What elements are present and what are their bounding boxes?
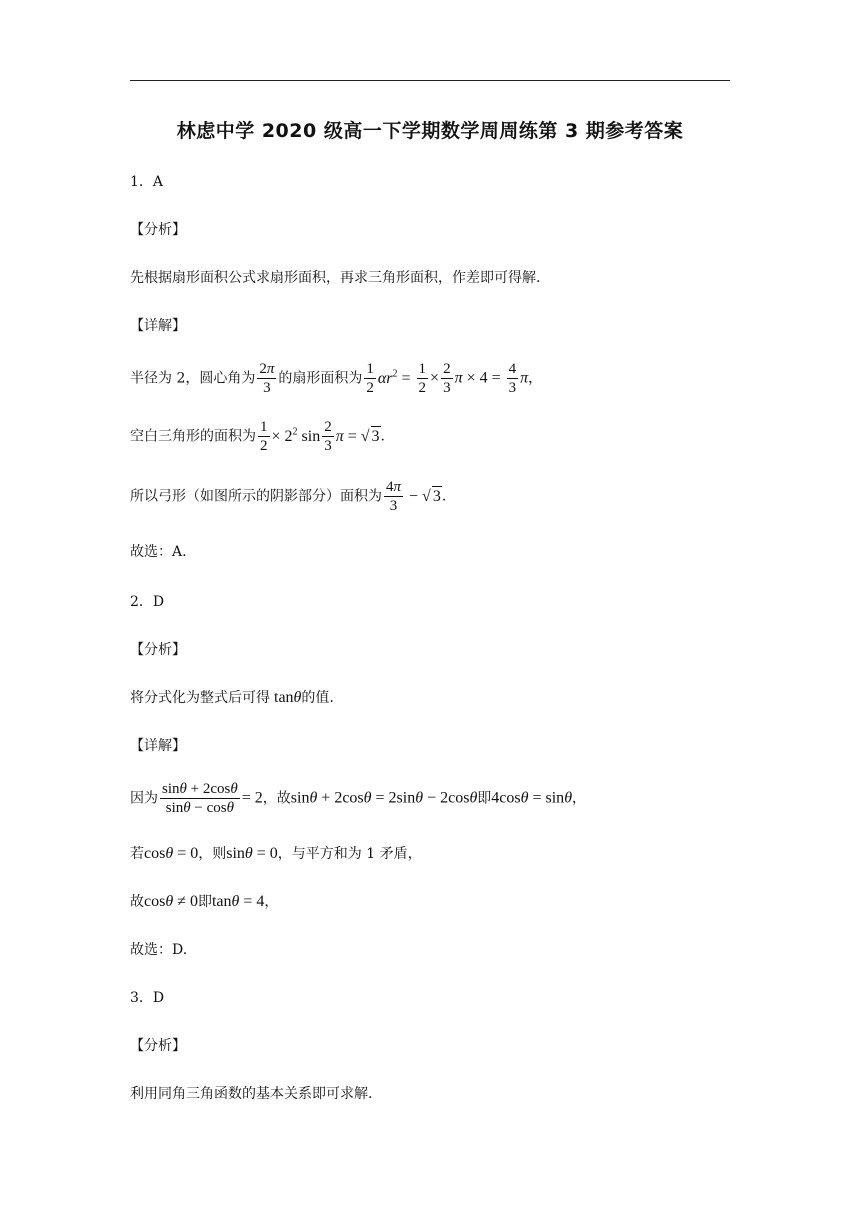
formula: $\frac{2}{3}$ [324, 419, 332, 454]
problem-3-analysis: 利用同角三角函数的基本关系即可求解. [130, 1086, 373, 1102]
problem-2-analysis [130, 688, 334, 708]
formula: $\frac{2}{3}$ [443, 361, 451, 396]
formula: tanθ = 4 [211, 893, 265, 910]
formula: sinθ + 2cosθ = 2sinθ − 2cosθ [290, 789, 478, 807]
problem-2-analysis-heading: 【分析】 [130, 642, 186, 658]
text: 的扇形面积为 [278, 370, 363, 387]
problem-2-detail-heading: 【详解】 [130, 738, 186, 754]
formula: cosθ = 0 [144, 845, 199, 862]
formula: × $2^2$ sin [271, 426, 321, 445]
text: ， [264, 894, 279, 910]
problem-1-detail-heading: 【详解】 [130, 318, 186, 334]
formula: $\alpha r^2$ = [377, 368, 415, 387]
text: ，则 [198, 846, 227, 862]
formula: $\frac{1}{2}$ [418, 361, 427, 396]
text: 即 [197, 894, 212, 910]
problem-3-analysis-heading: 【分析】 [130, 1038, 186, 1054]
formula: $\frac{4\pi}{3}$ [386, 479, 402, 514]
problem-1-analysis-heading: 【分析】 [130, 222, 186, 238]
text: 即 [477, 790, 492, 807]
text: 的值. [301, 690, 334, 706]
formula: 4cosθ = sinθ [491, 789, 573, 807]
formula: cosθ ≠ 0 [144, 893, 198, 910]
formula: sinθ = 0 [226, 845, 278, 862]
text: . [380, 428, 385, 445]
text: ，故 [262, 790, 291, 807]
page-title: 林虑中学 2020 级高一下学期数学周周练第 3 期参考答案 [176, 120, 684, 142]
problem-1-detail-line-2 [130, 418, 385, 455]
formula: − √ 3 [405, 487, 441, 505]
formula: $\frac{1}{2}$ [366, 361, 374, 396]
problem-1-detail-line-1: 半径为 2，圆心角为 $\frac{2\pi}{3}$ 的扇形面积为 $\frac{1}{2}$ $\alpha r^2$ = $\frac{1}{2}$ × $\frac{2}{3}$ π × 4 = $\frac{4}{3}$ π， [130, 361, 543, 396]
text: 所以弓形（如图所示的阴影部分）面积为 [130, 488, 382, 505]
formula: tanθ [270, 689, 302, 706]
problem-1-analysis: 先根据扇形面积公式求扇形面积，再求三角形面积，作差即可得解. [130, 270, 541, 286]
problem-1-number: 1．A [130, 174, 164, 190]
text: ， [572, 790, 587, 807]
angle-fraction: $\frac{2\pi}{3}$ [259, 361, 275, 396]
text: 空白三角形的面积为 [130, 428, 256, 445]
problem-2-detail-line-2 [130, 844, 422, 864]
problem-2-detail-line-3 [130, 892, 278, 912]
text: 将分式化为整式后可得 [130, 690, 270, 706]
formula: = 2 [241, 789, 263, 807]
problem-3-number: 3．D [130, 990, 165, 1006]
formula: π = √ 3 [335, 427, 380, 445]
problem-2-number: 2．D [130, 594, 165, 610]
problem-2-detail-line-1 [130, 780, 586, 817]
text: . [441, 488, 447, 505]
text: 半径为 2，圆心角为 [130, 370, 256, 387]
formula: $\frac{\sin\theta + 2\cos\theta}{\sin\theta - \cos\theta}$ [162, 781, 238, 816]
problem-1-answer: 故选：A. [130, 544, 187, 560]
formula: $\frac{1}{2}$ [260, 419, 268, 454]
text: ， [528, 370, 543, 387]
problem-2-answer: 故选：D. [130, 942, 188, 958]
problem-1-detail-line-3 [130, 478, 446, 515]
header-rule [130, 80, 730, 81]
text: 因为 [130, 790, 158, 807]
text: ，与平方和为 1 矛盾， [277, 846, 422, 862]
formula: $\frac{4}{3}$ [508, 361, 517, 396]
text: 若 [130, 846, 144, 862]
text: 故 [130, 894, 144, 910]
